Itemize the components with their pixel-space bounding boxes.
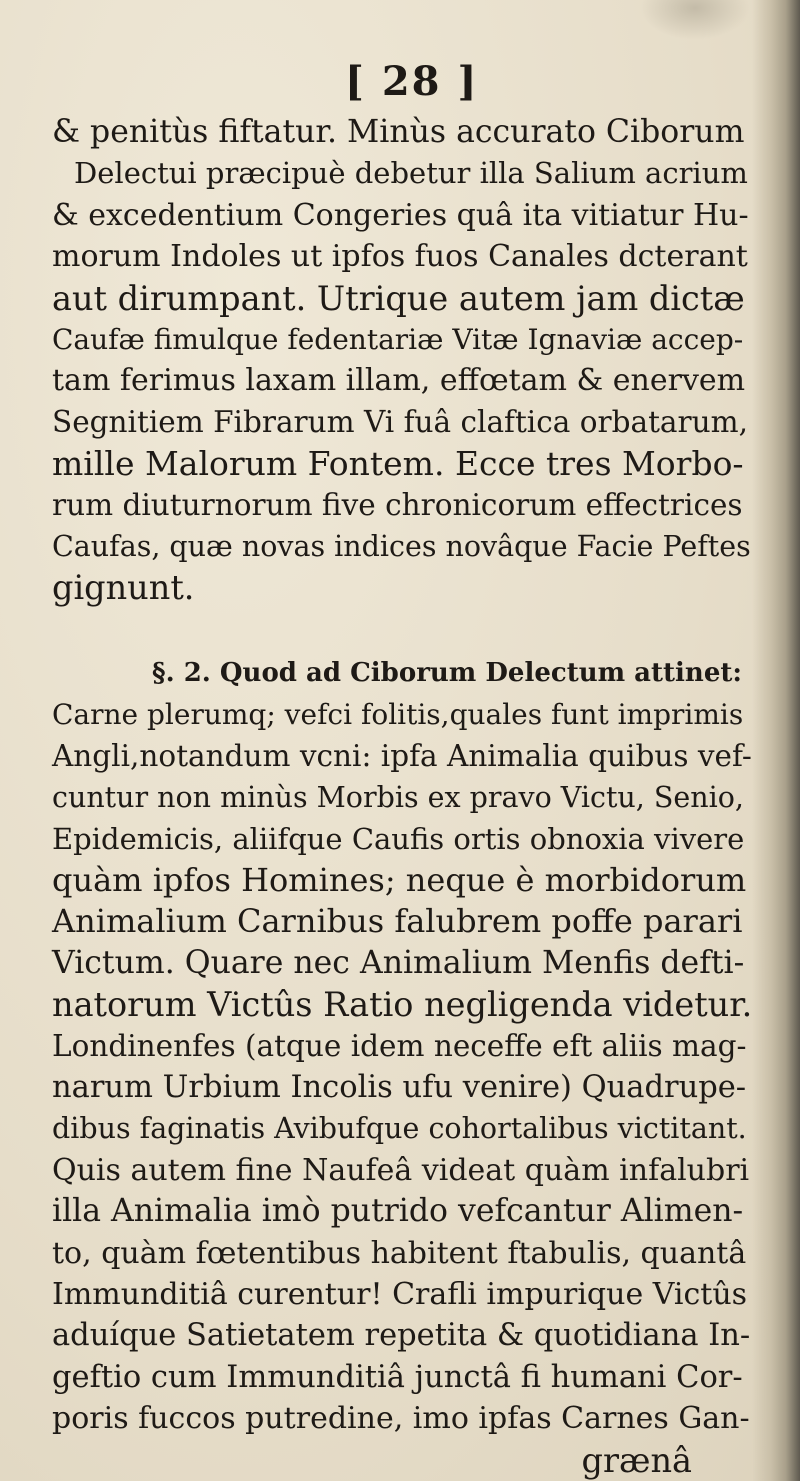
text-line: Segnitiem Fibrarum Vi fuâ claftica orbatarum,: [52, 404, 748, 439]
text-line: & penitùs fiftatur. Minùs accurato Ciborum: [52, 114, 745, 150]
paragraph-gap: [52, 609, 752, 653]
page-number: [ 28 ]: [345, 58, 479, 105]
text-line: Quis autem fine Naufeâ videat quàm infalubri: [52, 1152, 750, 1188]
text-line: tam ferimus laxam illam, effœtam & enervem: [52, 363, 746, 399]
text-line: Angli,notandum vcni: ipfa Animalia quibus vef-: [52, 738, 752, 773]
text-line: Londinenfes (atque idem neceffe eft aliis mag-: [52, 1028, 747, 1063]
ink-bleed-mark: [640, 0, 750, 40]
text-line: dibus faginatis Avibufque cohortalibus victitant.: [52, 1112, 747, 1146]
text-line: cuntur non minùs Morbis ex pravo Victu, Senio,: [52, 781, 744, 815]
text-line: & excedentium Congeries quâ ita vitiatur Hu-: [52, 197, 749, 233]
text-line: illa Animalia imò putrido vefcantur Alimen-: [52, 1193, 744, 1230]
text-line: Delectui præcipuè debetur illa Salium acrium: [74, 156, 748, 191]
text-line: mille Malorum Fontem. Ecce tres Morbo-: [52, 444, 744, 484]
page-gutter-shadow: [752, 0, 800, 1481]
section-heading-line: §. 2. Quod ad Ciborum Delectum attinet:: [152, 657, 742, 688]
text-line: natorum Victûs Ratio negligenda videtur.: [52, 985, 753, 1025]
text-line: Victum. Quare nec Animalium Menfis defti-: [52, 944, 745, 981]
text-line: gignunt.: [52, 568, 195, 608]
catchword: grænâ: [581, 1440, 692, 1480]
text-line: quàm ipfos Homines; neque è morbidorum: [52, 860, 747, 899]
text-line: aut dirumpant. Utrique autem jam dictæ: [52, 278, 745, 318]
text-line: narum Urbium Incolis ufu venire) Quadrupe-: [52, 1069, 747, 1105]
text-line: Immunditiâ curentur! Crafli impurique Victûs: [52, 1276, 748, 1312]
text-line: aduíque Satietatem repetita & quotidiana In-: [52, 1318, 751, 1354]
body-text: [52, 112, 752, 1481]
text-line: Caufæ fimulque fedentariæ Vitæ Ignaviæ accep-: [52, 323, 744, 357]
text-line: poris fuccos putredine, imo ipfas Carnes Gan-: [52, 1401, 750, 1437]
text-line: rum diuturnorum five chronicorum effectrices: [52, 487, 743, 522]
text-line: Animalium Carnibus falubrem poffe parari: [52, 902, 743, 941]
text-line: geftio cum Immunditiâ junctâ fi humani Cor-: [52, 1359, 743, 1395]
text-line: Epidemicis, aliifque Caufis ortis obnoxia vivere: [52, 821, 745, 856]
text-line: Carne plerumq; vefci folitis,quales funt imprimis: [52, 698, 744, 732]
text-line: Caufas, quæ novas indices novâque Facie Peftes: [52, 530, 751, 564]
text-line: morum Indoles ut ipfos fuos Canales dcterant: [52, 239, 748, 275]
text-line: to, quàm fœtentibus habitent ftabulis, quantâ: [52, 1235, 747, 1271]
